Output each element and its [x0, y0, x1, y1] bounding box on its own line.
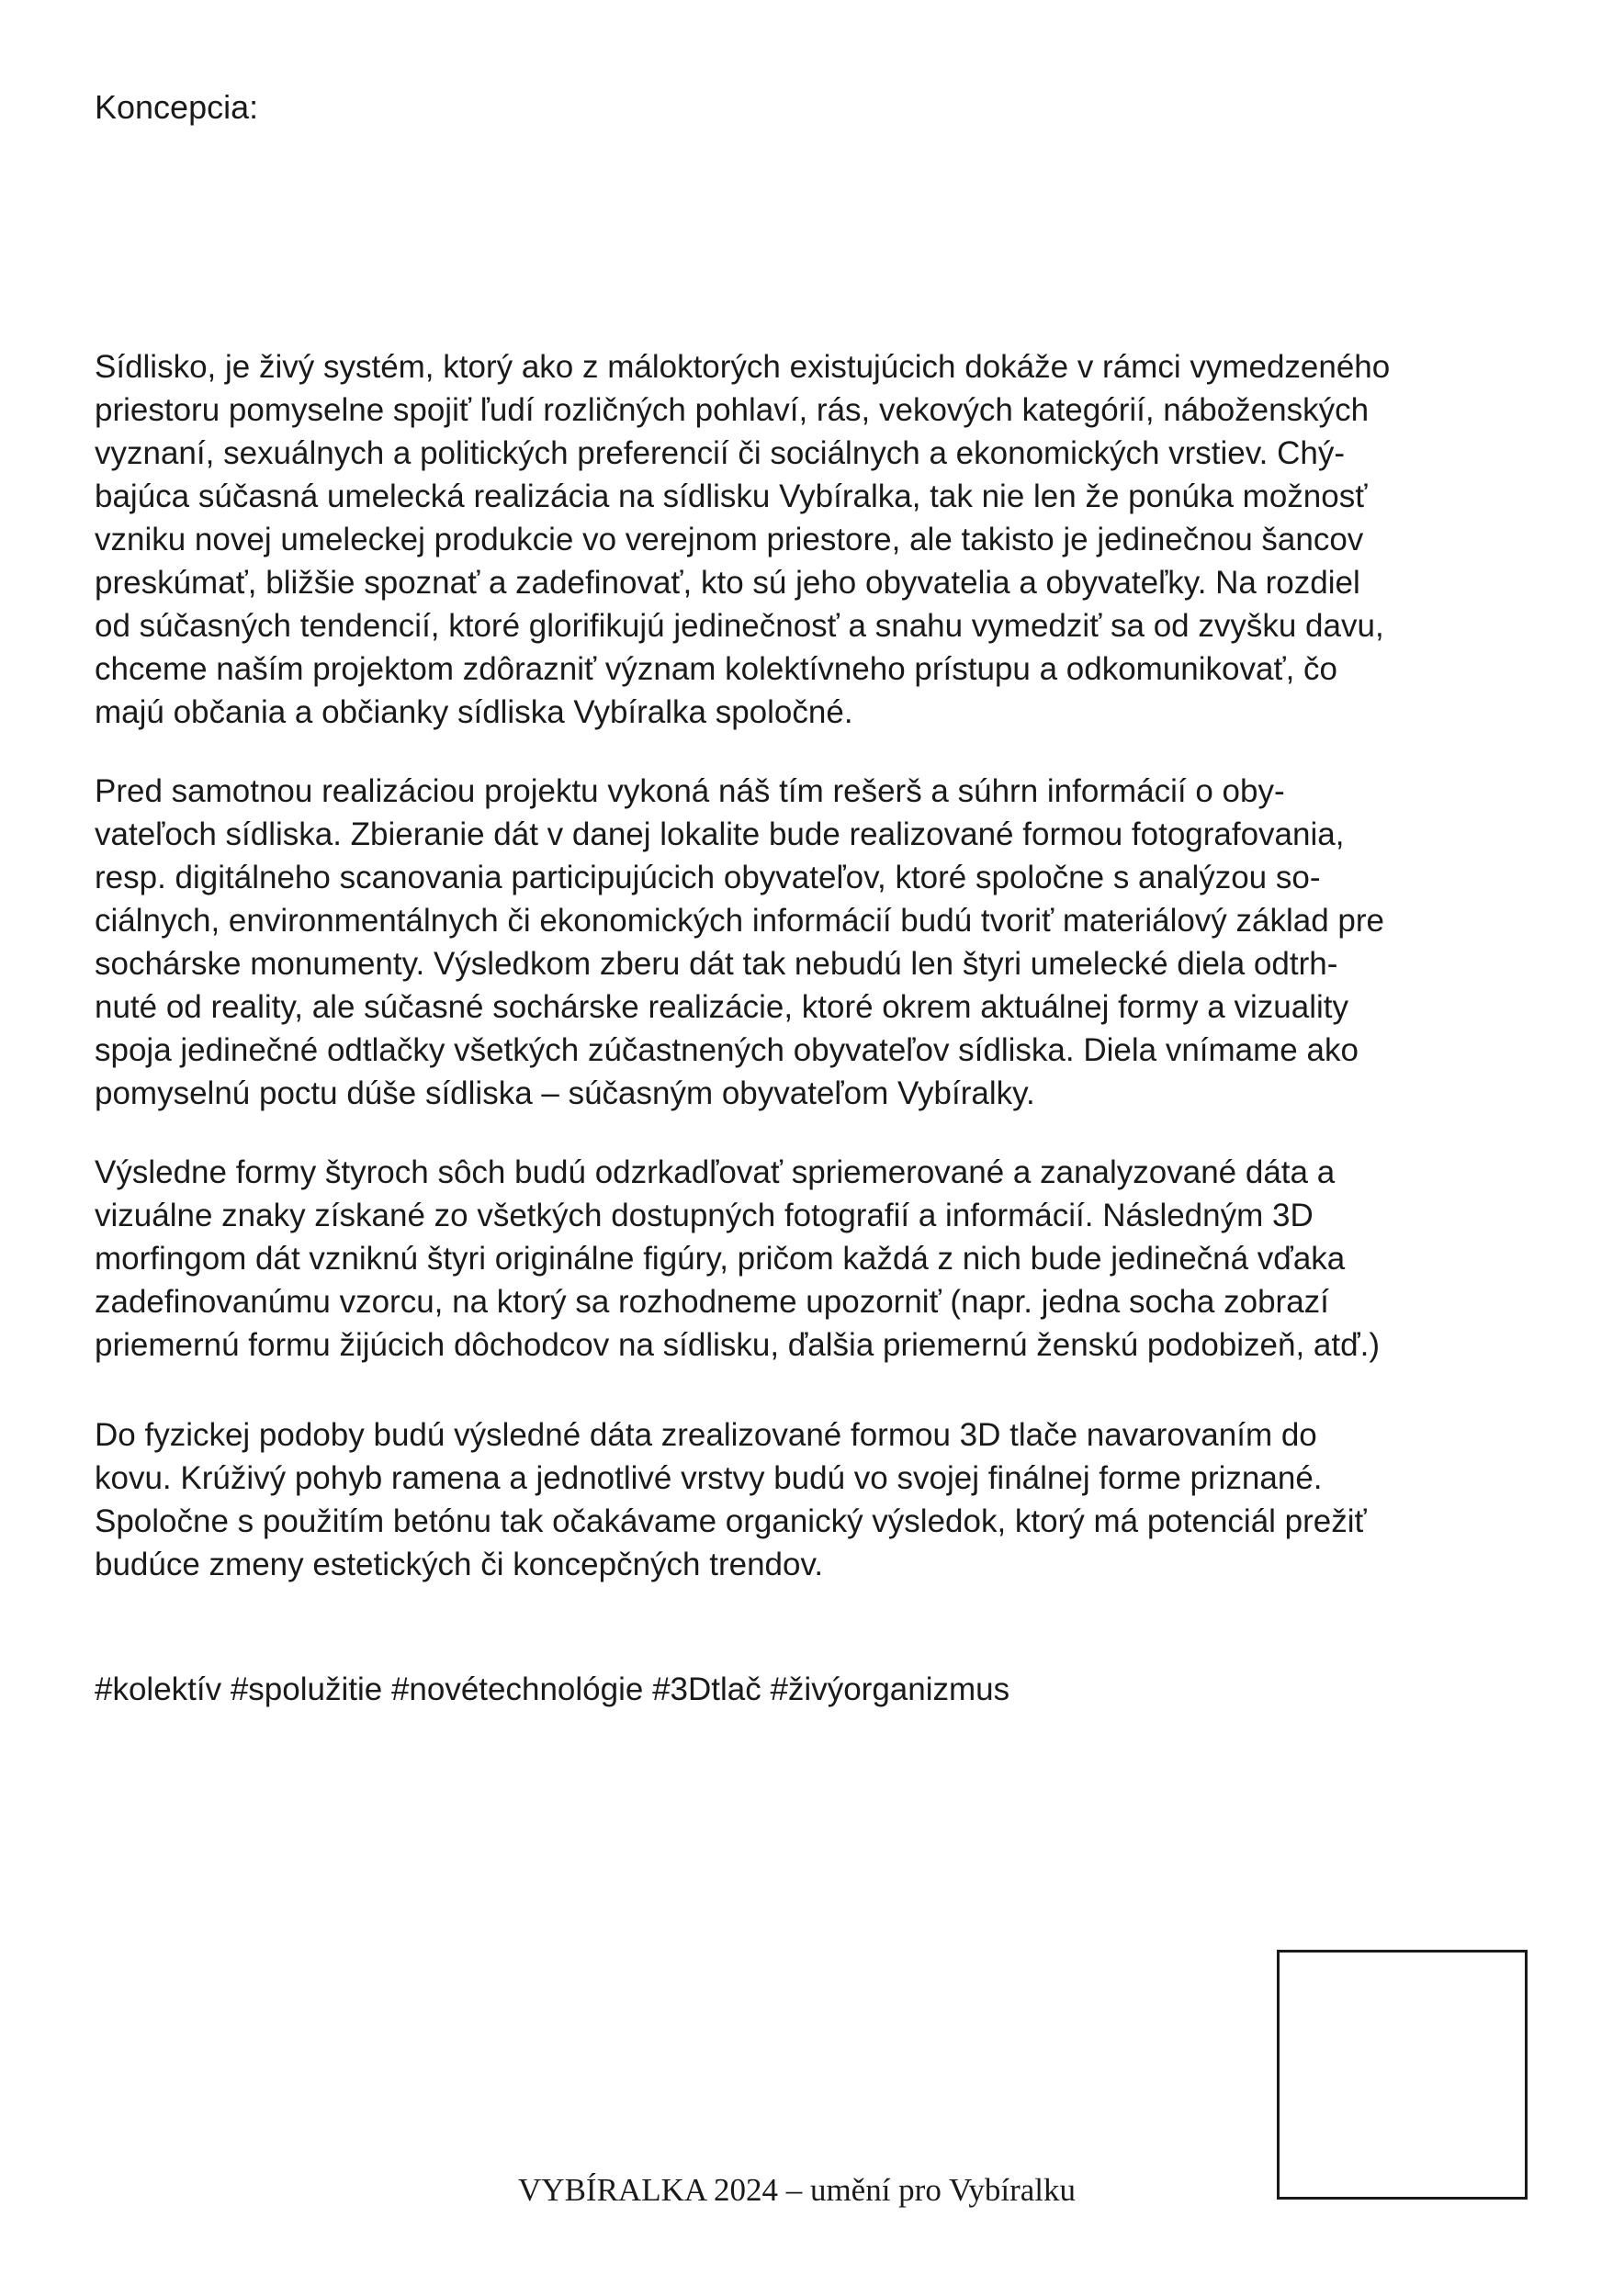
- text-line: priemernú formu žijúcich dôchodcov na sídlisku, ďalšia priemernú ženskú podobizeň, atď.): [95, 1327, 1380, 1363]
- text-line: Spoločne s použitím betónu tak očakávame organický výsledok, ktorý má potenciál prežiť: [95, 1503, 1367, 1539]
- text-line: Výsledne formy štyroch sôch budú odzrkadľovať spriemerované a zanalyzované dáta a: [95, 1154, 1336, 1190]
- text-line: morfingom dát vzniknú štyri originálne figúry, pričom každá z nich bude jedinečná vďaka: [95, 1241, 1346, 1277]
- text-line: zadefinovanúmu vzorcu, na ktorý sa rozhodneme upozorniť (napr. jedna socha zobrazí: [95, 1284, 1329, 1320]
- text-line: priestoru pomyselne spojiť ľudí rozličných pohlaví, rás, vekových kategórií, náboženských: [95, 392, 1370, 428]
- document-title: Koncepcia:: [95, 88, 259, 126]
- text-line: pomyselnú poctu dúše sídliska – súčasným obyvateľom Vybíralky.: [95, 1075, 1035, 1111]
- paragraph-3: [95, 1151, 1380, 1367]
- text-line: Do fyzickej podoby budú výsledné dáta zrealizované formou 3D tlače navarovaním do: [95, 1417, 1317, 1453]
- paragraph-1: [95, 345, 1390, 734]
- paragraph-4: [95, 1413, 1367, 1586]
- text-line: spoja jedinečné odtlačky všetkých zúčastnených obyvateľov sídliska. Diela vnímame ako: [95, 1032, 1359, 1068]
- paragraph-2: [95, 770, 1384, 1115]
- text-line: budúce zmeny estetických či koncepčných trendov.: [95, 1547, 824, 1582]
- text-line: majú občania a občianky sídliska Vybíralka spoločné.: [95, 694, 853, 730]
- text-line: Pred samotnou realizáciou projektu vykoná náš tím rešerš a súhrn informácií o oby-: [95, 773, 1285, 809]
- text-line: preskúmať, bližšie spoznať a zadefinovať, kto sú jeho obyvatelia a obyvateľky. Na rozdiel: [95, 565, 1360, 601]
- hashtags-line: #kolektív #spolužitie #novétechnológie #3Dtlač #živýorganizmus: [95, 1671, 1010, 1707]
- text-line: sochárske monumenty. Výsledkom zberu dát tak nebudú len štyri umelecké diela odtrh-: [95, 946, 1338, 982]
- text-line: Sídlisko, je živý systém, ktorý ako z máloktorých existujúcich dokáže v rámci vymedzeného: [95, 349, 1391, 385]
- footer-box: [1277, 1950, 1528, 2200]
- text-line: vizuálne znaky získané zo všetkých dostupných fotografií a informácií. Následným 3D: [95, 1198, 1314, 1233]
- text-line: resp. digitálneho scanovania participujúcich obyvateľov, ktoré spoločne s analýzou so-: [95, 860, 1321, 895]
- text-line: bajúca súčasná umelecká realizácia na sídlisku Vybíralka, tak nie len že ponúka možnosť: [95, 478, 1368, 514]
- text-line: vateľoch sídliska. Zbieranie dát v danej lokalite bude realizované formou fotografovania,: [95, 816, 1345, 852]
- footer-caption: VYBÍRALKA 2024 – umění pro Vybíralku: [518, 2172, 1076, 2208]
- text-line: ciálnych, environmentálnych či ekonomických informácií budú tvoriť materiálový základ pre: [95, 903, 1385, 939]
- text-line: nuté od reality, ale súčasné sochárske realizácie, ktoré okrem aktuálnej formy a vizuality: [95, 989, 1348, 1025]
- text-line: od súčasných tendencií, ktoré glorifikujú jedinečnosť a snahu vymedziť sa od zvyšku davu,: [95, 608, 1384, 644]
- text-line: vyznaní, sexuálnych a politických preferencií či sociálnych a ekonomických vrstiev. Chý-: [95, 435, 1346, 471]
- text-line: kovu. Krúživý pohyb ramena a jednotlivé vrstvy budú vo svojej finálnej forme priznané.: [95, 1460, 1323, 1496]
- text-line: chceme naším projektom zdôrazniť význam kolektívneho prístupu a odkomunikovať, čo: [95, 651, 1338, 687]
- text-line: vzniku novej umeleckej produkcie vo verejnom priestore, ale takisto je jedinečnou šancov: [95, 522, 1364, 557]
